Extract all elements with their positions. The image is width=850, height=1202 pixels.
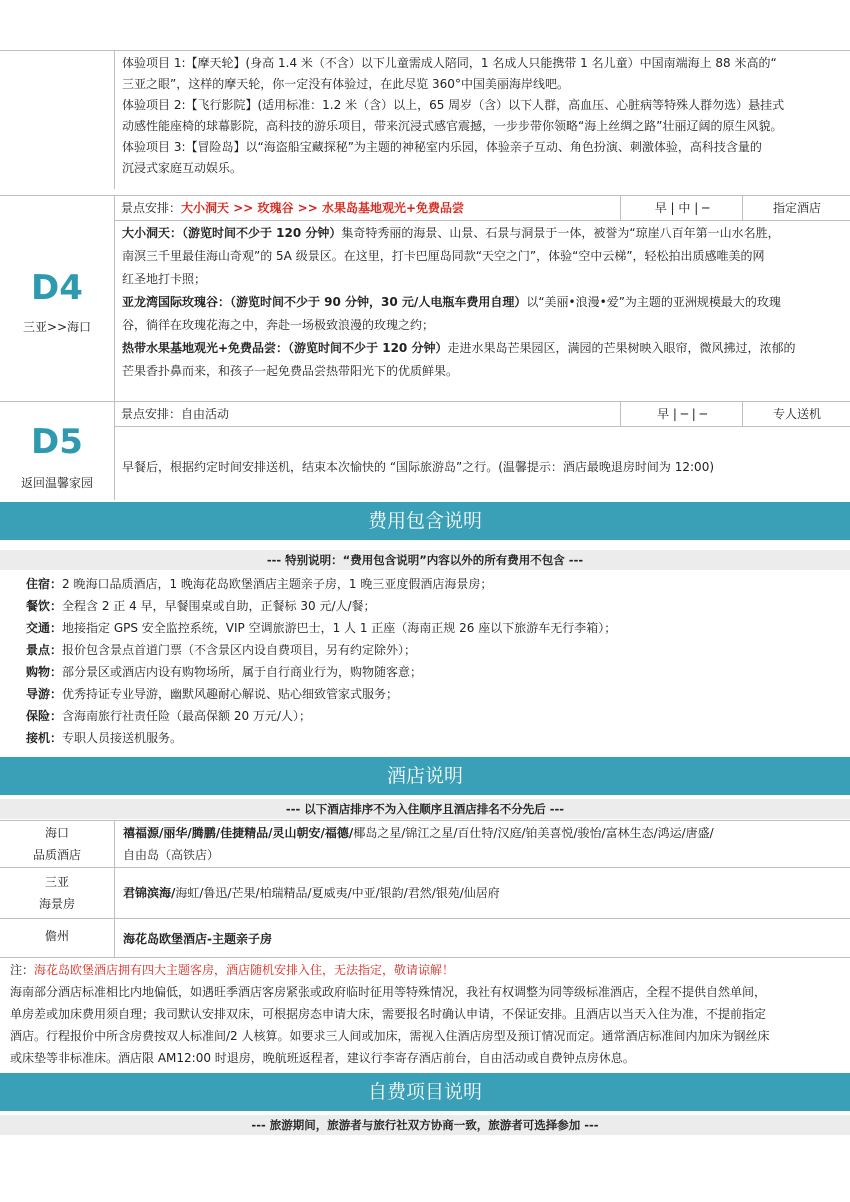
fee-item: 接机：专职人员接送机服务。 — [26, 731, 183, 745]
hotel-policy: 海南部分酒店标准相比内地偏低，如遇旺季酒店客房紧张或政府临时征用等特殊情况，我社有权调整为同等级标准酒店，全程不提供自然单间， 单房差或加床费用须自理；我司默认安排双床，可根据房态申请大床，需要报名时确认申请，不保证安排。且酒店以当天入住为准，不提前指定 酒店。行程报价中所含房费按双人标准间/2 人核算。如要求三人间或加床，需视入住酒店房型及预订情况而定。通常酒店标准间内加床为钢丝床 或床垫等非标准床。酒店限 AM12:00 时退房，晚航班返程者，建议行李寄存酒店前台，自由活动或自费钟点房休息。 — [10, 985, 770, 1065]
day3-continuation — [0, 50, 850, 189]
day5-schedule: 景点安排：自由活动 — [121, 407, 230, 421]
day4-route: 三亚>>海口 — [22, 320, 92, 334]
day5-hotel: 专人送机 — [742, 402, 850, 426]
hotel-list: 禧福源/丽华/腾鹏/佳捷精品/灵山朝安/福德/椰岛之星/锦江之星/百仕特/汉庭/铂美喜悦/骏怡/富林生态/鸿运/唐盛/ 自由岛（高铁店） — [123, 826, 714, 862]
hotel-city: 三亚 海景房 — [0, 868, 115, 918]
fees-section-header: 费用包含说明 — [0, 502, 850, 540]
fee-item: 购物：部分景区或酒店内设有购物场所，属于自行商业行为，购物随客意； — [26, 665, 423, 679]
day4-left-cell — [0, 196, 115, 401]
hotel-list: 海花岛欧堡酒店-主题亲子房 — [123, 932, 272, 946]
fee-item: 导游：优秀持证专业导游，幽默风趣耐心解说、贴心细致管家式服务； — [26, 687, 399, 701]
fee-item: 住宿：2 晚海口品质酒店，1 晚海花岛欧堡酒店主题亲子房，1 晚三亚度假酒店海景房； — [26, 577, 493, 591]
optional-note: --- 旅游期间，旅游者与旅行社双方协商一致，旅游者可选择参加 --- — [0, 1115, 850, 1135]
hotel-warning: 注：海花岛欧堡酒店拥有四大主题客房，酒店随机安排入住，无法指定，敬请谅解！ — [10, 963, 455, 977]
day3-content — [115, 53, 850, 179]
fee-item: 保险：含海南旅行社责任险（最高保额 20 万元/人）； — [26, 709, 311, 723]
day3-left-cell — [0, 51, 115, 189]
fees-special-note: --- 特别说明：“费用包含说明”内容以外的所有费用不包含 --- — [0, 550, 850, 570]
hotels-section-header: 酒店说明 — [0, 757, 850, 795]
day5-route: 返回温馨家园 — [20, 476, 93, 490]
day5-content — [115, 402, 850, 500]
day4-block — [0, 195, 850, 401]
hotel-row — [0, 821, 850, 868]
day4-paragraph-2: 亚龙湾国际玫瑰谷：（游览时间不少于 90 分钟，30 元/人电瓶车费用自理）以“美丽•浪漫•爱”为主题的亚洲规模最大的玫瑰 — [122, 295, 781, 309]
day5-left-cell — [0, 402, 115, 500]
day4-paragraph-3: 热带水果基地观光+免费品尝：（游览时间不少于 120 分钟）走进水果岛芒果园区，满园的芒果树映入眼帘，微风拂过，浓郁的 — [122, 341, 796, 355]
day4-meals: 早 | 中 | ─ — [620, 196, 743, 220]
day3-line: 体验项目 3:【冒险岛】以“海盗船宝藏探秘”为主题的神秘室内乐园，体验亲子互动、角色扮演、刺激体验，高科技含量的 — [122, 140, 762, 154]
day4-paragraph-2-line: 谷，徜徉在玫瑰花海之中，奔赴一场极致浪漫的玫瑰之约； — [122, 318, 435, 332]
fee-item: 交通：地接指定 GPS 安全监控系统，VIP 空调旅游巴士，1 人 1 正座（海南正规 26 座以下旅游车无行李箱）； — [26, 621, 617, 635]
hotel-city: 儋州 — [0, 919, 115, 957]
hotels-note: --- 以下酒店排序不为入住顺序且酒店排名不分先后 --- — [0, 799, 850, 819]
day5-schedule-row — [115, 402, 850, 427]
day5-description: 早餐后，根据约定时间安排送机，结束本次愉快的 “国际旅游岛”之行。(温馨提示：酒店最晚退房时间为 12:00) — [122, 460, 715, 474]
day3-line: 体验项目 1:【摩天轮】(身高 1.4 米（不含）以下儿童需成人陪同，1 名成人只能携带 1 名儿童）中国南端海上 88 米高的“ — [122, 56, 777, 70]
hotel-table — [0, 820, 850, 958]
hotel-row — [0, 868, 850, 919]
day4-schedule-row — [115, 196, 850, 221]
day3-line: 沉浸式家庭互动娱乐。 — [122, 161, 243, 175]
fee-item: 景点：报价包含景点首道门票（不含景区内设自费项目，另有约定除外）； — [26, 643, 417, 657]
day5-block — [0, 401, 850, 500]
day3-line: 三亚之眼”，这样的摩天轮，你一定没有体验过，在此尽览 360°中国美丽海岸线吧。 — [122, 77, 569, 91]
fee-item: 餐饮：全程含 2 正 4 早，早餐围桌或自助，正餐标 30 元/人/餐； — [26, 599, 376, 613]
day4-paragraph-1-line: 红圣地打卡照； — [122, 272, 207, 286]
day4-content — [115, 196, 850, 401]
day4-label: D4 — [31, 268, 83, 308]
day5-meals: 早 | ─ | ─ — [620, 402, 743, 426]
day5-label: D5 — [31, 422, 83, 462]
day4-description — [122, 222, 844, 383]
hotel-city: 海口 品质酒店 — [0, 821, 115, 867]
hotel-row — [0, 919, 850, 958]
day3-line: 动感性能座椅的球幕影院，高科技的游乐项目，带来沉浸式感官震撼，一步步带你领略“海上丝绸之路”壮丽辽阔的原生风貌。 — [122, 119, 783, 133]
day4-hotel: 指定酒店 — [742, 196, 850, 220]
day4-paragraph-1: 大小洞天：（游览时间不少于 120 分钟）集奇特秀丽的海景、山景、石景与洞景于一体，被誉为“琼崖八百年第一山水名胜， — [122, 226, 780, 240]
day4-paragraph-1-line: 南溟三千里最佳海山奇观”的 5A 级景区。在这里，打卡巴厘岛同款“天空之门”，体验“空中云梯”，轻松拍出质感唯美的网 — [122, 249, 765, 263]
optional-section-header: 自费项目说明 — [0, 1073, 850, 1111]
day3-line: 体验项目 2:【飞行影院】(适用标准：1.2 米（含）以上，65 周岁（含）以下人群，高血压、心脏病等特殊人群勿选）悬挂式 — [122, 98, 785, 112]
hotel-list: 君锦滨海/海虹/鲁迅/芒果/柏瑞精品/夏威夷/中亚/银韵/君然/银苑/仙居府 — [123, 886, 500, 900]
day4-schedule: 景点安排：大小洞天 >> 玫瑰谷 >> 水果岛基地观光+免费品尝 — [121, 201, 465, 215]
day4-paragraph-3-line: 芒果香扑鼻而来，和孩子一起免费品尝热带阳光下的优质鲜果。 — [122, 364, 459, 378]
